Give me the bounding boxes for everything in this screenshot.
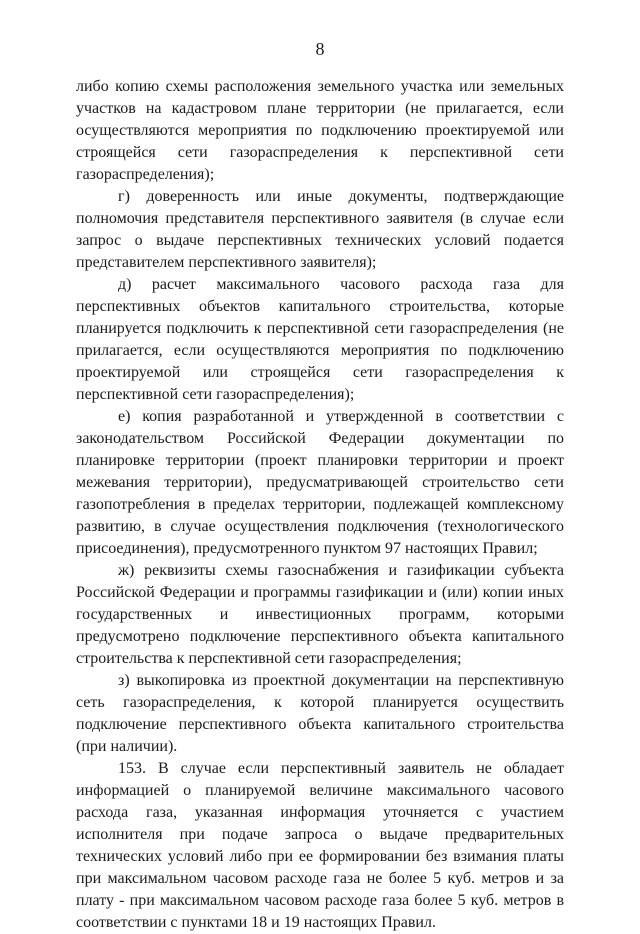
paragraph-item-e: е) копия разработанной и утвержденной в соответствии с законодательством Российской Федерации документации по планировке территории (проект планировки территории и проект межевания территории), предусматривающей строительство сети газопотребления в пределах территории, подлежащей комплексному развитию, в случае осуществления подключения (технологического присоединения), предусмотренного пунктом 97 настоящих Правил; [76,408,564,557]
paragraph-continuation: либо копию схемы расположения земельного участка или земельных участков на кадастровом плане территории (не прилагается, если осуществляются мероприятия по подключению проектируемой или строящейся сети газораспределения к перспективной сети газораспределения); [76,78,564,183]
paragraph-item-zh: ж) реквизиты схемы газоснабжения и газификации субъекта Российской Федерации и программы газификации и (или) копии иных государственных и инвестиционных программ, которыми предусмотрено подключение перспективного объекта капитального строительства к перспективной сети газораспределения; [76,562,564,667]
page-number: 8 [315,39,325,59]
paragraph-item-d: д) расчет максимального часового расхода газа для перспективных объектов капитального строительства, которые планируется подключить к перспективной сети газораспределения (не прилагается, если осуществляются мероприятия по подключению проектируемой или строящейся сети газораспределения к перспективной сети газораспределения); [76,276,564,403]
paragraph-item-z: з) выкопировка из проектной документации на перспективную сеть газораспределения, к которой планируется осуществить подключение перспективного объекта капитального строительства (при наличии). [76,672,564,755]
document-body [76,76,564,934]
paragraph-clause-153: 153. В случае если перспективный заявитель не обладает информацией о планируемой величине максимального часового расхода газа, указанная информация уточняется с участием исполнителя при подаче запроса о выдаче предварительных технических условий либо при ее формировании без взимания платы при максимальном часовом расходе газа не более 5 куб. метров и за плату - при максимальном часовом расходе газа более 5 куб. метров в соответствии с пунктами 18 и 19 настоящих Правил. [76,760,564,931]
paragraph-item-g: г) доверенность или иные документы, подтверждающие полномочия представителя перспективного заявителя (в случае если запрос о выдаче перспективных технических условий подается представителем перспективного заявителя); [76,188,564,271]
